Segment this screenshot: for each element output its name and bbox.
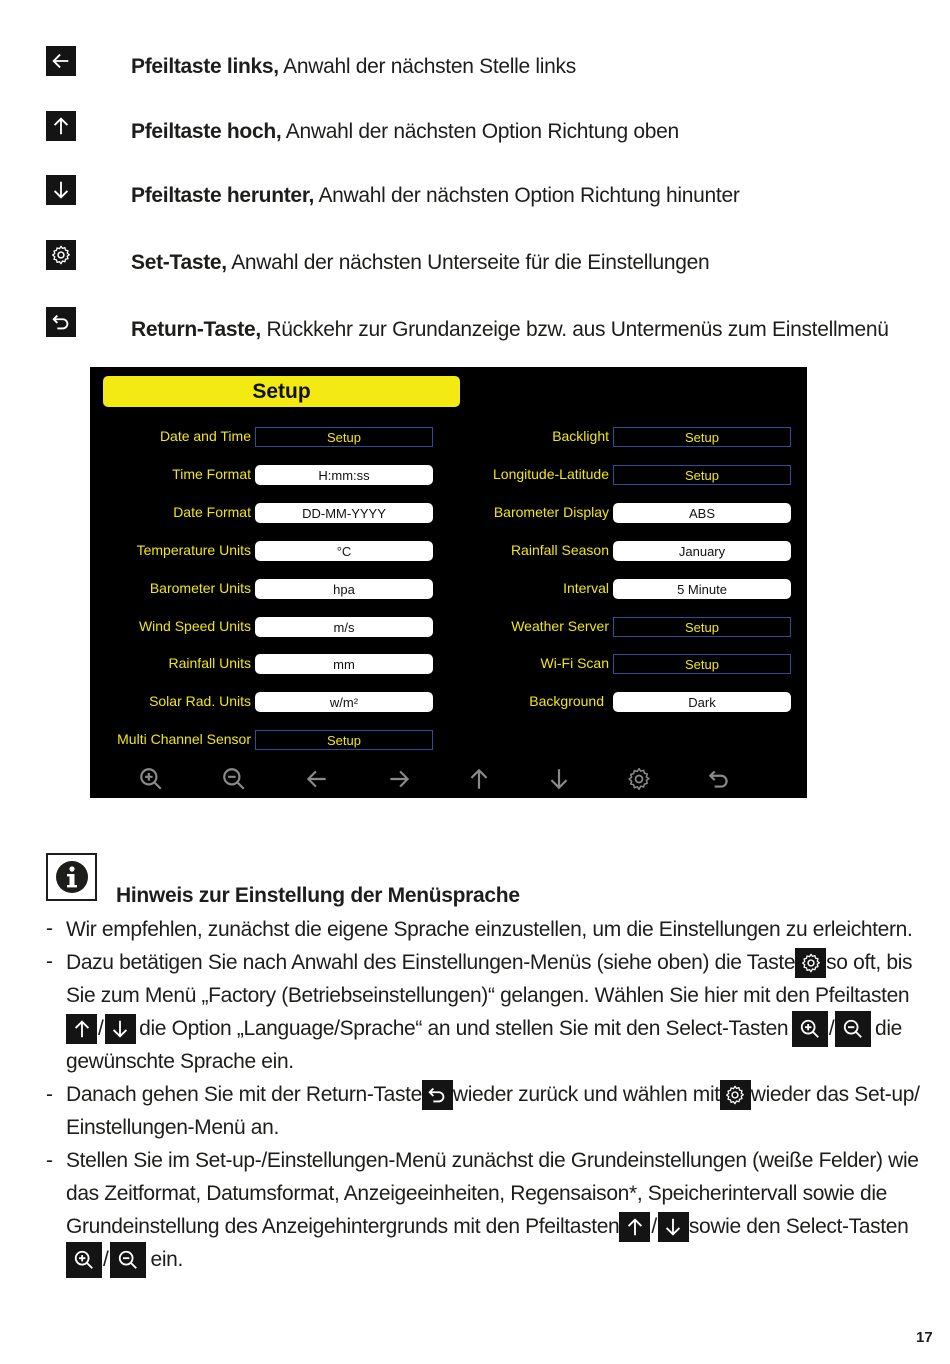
label-date-format: Date Format <box>173 504 251 520</box>
bullet-dash: - <box>46 1149 53 1172</box>
legend-text <box>131 251 709 275</box>
field-barometer-display[interactable]: ABS <box>613 503 791 523</box>
legend-key-name: Pfeiltaste hoch, <box>131 120 282 143</box>
legend-row-left <box>0 46 950 86</box>
legend-row-down <box>0 175 950 215</box>
arrow-down-icon[interactable] <box>546 766 572 792</box>
field-interval[interactable]: 5 Minute <box>613 579 791 599</box>
note-text: wieder zurück und wählen mit <box>452 1083 720 1106</box>
label-barometer-display: Barometer Display <box>493 504 609 520</box>
legend-row-up <box>0 111 950 151</box>
legend-key-name: Pfeiltaste links, <box>131 55 279 78</box>
legend-text <box>131 318 889 342</box>
zoom-out-icon[interactable] <box>221 766 247 792</box>
arrow-down-icon <box>658 1212 689 1242</box>
field-wind-speed-units[interactable]: m/s <box>255 617 433 637</box>
separator-slash: / <box>828 1017 835 1040</box>
label-time-format: Time Format <box>172 466 251 482</box>
legend-description: Anwahl der nächsten Option Richtung oben <box>281 120 679 143</box>
legend-text <box>131 120 679 144</box>
label-date-and-time: Date and Time <box>159 428 251 444</box>
note-line: gewünschte Sprache ein. <box>66 1050 294 1073</box>
field-wifi-scan[interactable]: Setup <box>613 654 791 674</box>
zoom-in-icon <box>66 1242 102 1278</box>
label-weather-server: Weather Server <box>511 618 609 634</box>
gear-icon <box>46 240 76 270</box>
separator-slash: / <box>651 1215 657 1238</box>
note-line: Sie zum Menü „Factory (Betriebseinstellungen)“ gelangen. Wählen Sie hier mit den Pfeiltasten <box>66 984 910 1007</box>
arrow-down-icon <box>46 175 76 205</box>
zoom-in-icon[interactable] <box>138 766 164 792</box>
zoom-out-icon <box>110 1242 146 1278</box>
label-longitude-latitude: Longitude-Latitude <box>493 466 609 482</box>
note-line: das Zeitformat, Datumsformat, Anzeigeeinheiten, Regensaison*, Speicherintervall sowie die <box>66 1182 887 1205</box>
note-line <box>66 1245 902 1275</box>
field-rainfall-units[interactable]: mm <box>255 654 433 674</box>
label-background: Background <box>529 693 604 709</box>
legend-description: Anwahl der nächsten Unterseite für die Einstellungen <box>226 251 710 274</box>
select-key-group <box>792 1011 872 1047</box>
note-text: ein. <box>150 1248 183 1271</box>
arrow-right-icon[interactable] <box>386 766 412 792</box>
note-text: Danach gehen Sie mit der Return-Taste <box>66 1083 422 1106</box>
field-date-and-time[interactable]: Setup <box>255 427 433 447</box>
page-number: 17 <box>916 1329 933 1346</box>
bullet-dash: - <box>46 1083 53 1106</box>
label-barometer-units: Barometer Units <box>149 580 251 596</box>
legend-row-set <box>0 240 950 280</box>
arrow-up-icon[interactable] <box>466 766 492 792</box>
note-text: wieder das Set-up/ <box>750 1083 920 1106</box>
gear-icon <box>795 948 826 978</box>
legend-description: Rückkehr zur Grundanzeige bzw. aus Untermenüs zum Einstellmenü <box>260 318 889 341</box>
arrow-left-icon <box>46 46 76 76</box>
setup-screen <box>90 367 807 798</box>
return-icon <box>46 307 76 337</box>
note-text: so oft, bis <box>826 951 913 974</box>
zoom-in-icon <box>792 1011 828 1047</box>
legend-text <box>131 55 576 79</box>
legend-row-return <box>0 307 950 347</box>
field-solar-rad-units[interactable]: w/m² <box>255 692 433 712</box>
label-backlight: Backlight <box>552 428 609 444</box>
label-wind-speed-units: Wind Speed Units <box>138 618 251 634</box>
legend-key-name: Return-Taste, <box>131 318 261 341</box>
legend-description: Anwahl der nächsten Stelle links <box>278 55 576 78</box>
legend-description: Anwahl der nächsten Option Richtung hinunter <box>314 184 740 207</box>
note-line: Stellen Sie im Set-up-/Einstellungen-Menü zunächst die Grundeinstellungen (weiße Felder) wie <box>66 1149 919 1172</box>
field-temperature-units[interactable]: °C <box>255 541 433 561</box>
note-text: sowie den Select-Tasten <box>688 1215 909 1238</box>
field-weather-server[interactable]: Setup <box>613 617 791 637</box>
label-wifi-scan: Wi-Fi Scan <box>540 655 609 671</box>
return-icon <box>422 1080 453 1110</box>
gear-icon[interactable] <box>626 766 652 792</box>
field-rainfall-season[interactable]: January <box>613 541 791 561</box>
field-background[interactable]: Dark <box>613 692 791 712</box>
field-multi-channel-sensor[interactable]: Setup <box>255 730 433 750</box>
label-rainfall-season: Rainfall Season <box>510 542 609 558</box>
bullet-dash: - <box>46 917 53 940</box>
note-text: die <box>875 1017 902 1040</box>
note-text: die Option „Language/Sprache“ an und stellen Sie mit den Select-Tasten <box>139 1017 789 1040</box>
arrow-key-group <box>66 1014 136 1044</box>
legend-key-name: Set-Taste, <box>131 251 227 274</box>
field-backlight[interactable]: Setup <box>613 427 791 447</box>
note-heading: Hinweis zur Einstellung der Menüsprache <box>116 884 520 907</box>
label-temperature-units: Temperature Units <box>136 542 251 558</box>
arrow-up-icon <box>46 111 76 141</box>
arrow-up-icon <box>66 1014 97 1044</box>
arrow-key-group <box>619 1212 689 1242</box>
setup-title: Setup <box>103 376 460 407</box>
bullet-dash: - <box>46 950 53 973</box>
field-date-format[interactable]: DD-MM-YYYY <box>255 503 433 523</box>
zoom-out-icon <box>835 1011 871 1047</box>
return-icon[interactable] <box>706 766 732 792</box>
legend-text <box>131 184 740 208</box>
separator-slash: / <box>103 1248 109 1271</box>
note-text: Grundeinstellung des Anzeigehintergrunds mit den Pfeiltasten <box>66 1215 620 1238</box>
field-time-format[interactable]: H:mm:ss <box>255 465 433 485</box>
info-icon <box>46 853 97 901</box>
field-barometer-units[interactable]: hpa <box>255 579 433 599</box>
note-line <box>66 1080 920 1110</box>
arrow-up-icon <box>619 1212 650 1242</box>
label-interval: Interval <box>563 580 609 596</box>
note-line <box>66 1014 902 1044</box>
note-line: Einstellungen-Menü an. <box>66 1116 279 1139</box>
label-rainfall-units: Rainfall Units <box>168 655 251 671</box>
field-longitude-latitude[interactable]: Setup <box>613 465 791 485</box>
label-solar-rad-units: Solar Rad. Units <box>149 693 251 709</box>
note-line: Wir empfehlen, zunächst die eigene Sprache einzustellen, um die Einstellungen zu erleichtern. <box>66 918 913 941</box>
separator-slash: / <box>98 1017 104 1040</box>
note-line <box>66 1212 909 1242</box>
arrow-left-icon[interactable] <box>304 766 330 792</box>
note-line <box>66 948 913 978</box>
gear-icon <box>720 1080 751 1110</box>
legend-key-name: Pfeiltaste herunter, <box>131 184 315 207</box>
note-text: Dazu betätigen Sie nach Anwahl des Einstellungen-Menüs (siehe oben) die Taste <box>66 951 796 974</box>
arrow-down-icon <box>105 1014 136 1044</box>
label-multi-channel-sensor: Multi Channel Sensor <box>117 731 251 747</box>
